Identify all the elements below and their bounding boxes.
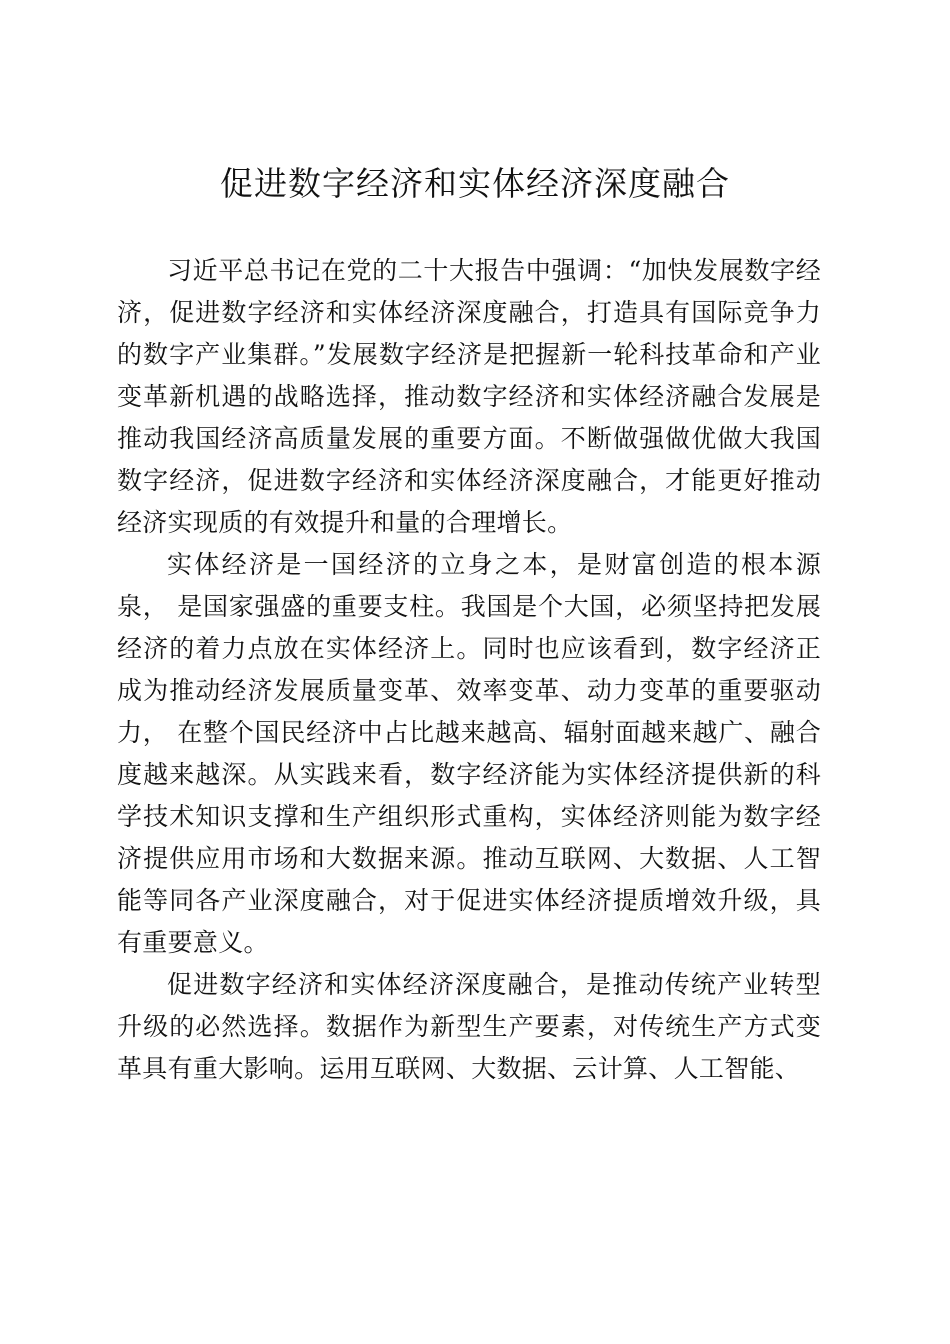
paragraph-2: 实体经济是一国经济的立身之本，是财富创造的根本源泉， 是国家强盛的重要支柱。我国是个大国，必须坚持把发展经济的着力点放在实体经济上。同时也应该看到，数字经济正成为推动经济发展质量变革、效率变革、动力变革的重要驱动力， 在整个国民经济中占比越来越高、辐射面越来越广、融合度越来越深。从实践来看，数字经济能为实体经济提供新的科学技术知识支撑和生产组织形式重构，实体经济则能为数字经济提供应用市场和大数据来源。推动互联网、大数据、人工智能等同各产业深度融合，对于促进实体经济提质增效升级，具有重要意义。 [117, 550, 821, 957]
paragraph-1: 习近平总书记在党的二十大报告中强调：“加快发展数字经济，促进数字经济和实体经济深度融合，打造具有国际竞争力的数字产业集群。”发展数字经济是把握新一轮科技革命和产业变革新机遇的战略选择，推动数字经济和实体经济融合发展是推动我国经济高质量发展的重要方面。不断做强做优做大我国数字经济，促进数字经济和实体经济深度融合，才能更好推动经济实现质的有效提升和量的合理增长。 [117, 256, 821, 537]
paragraph-3: 促进数字经济和实体经济深度融合，是推动传统产业转型升级的必然选择。数据作为新型生产要素，对传统生产方式变革具有重大影响。运用互联网、大数据、云计算、人工智能、 [117, 970, 821, 1083]
document-title: 促进数字经济和实体经济深度融合 [220, 164, 730, 203]
document-body [117, 250, 821, 1090]
